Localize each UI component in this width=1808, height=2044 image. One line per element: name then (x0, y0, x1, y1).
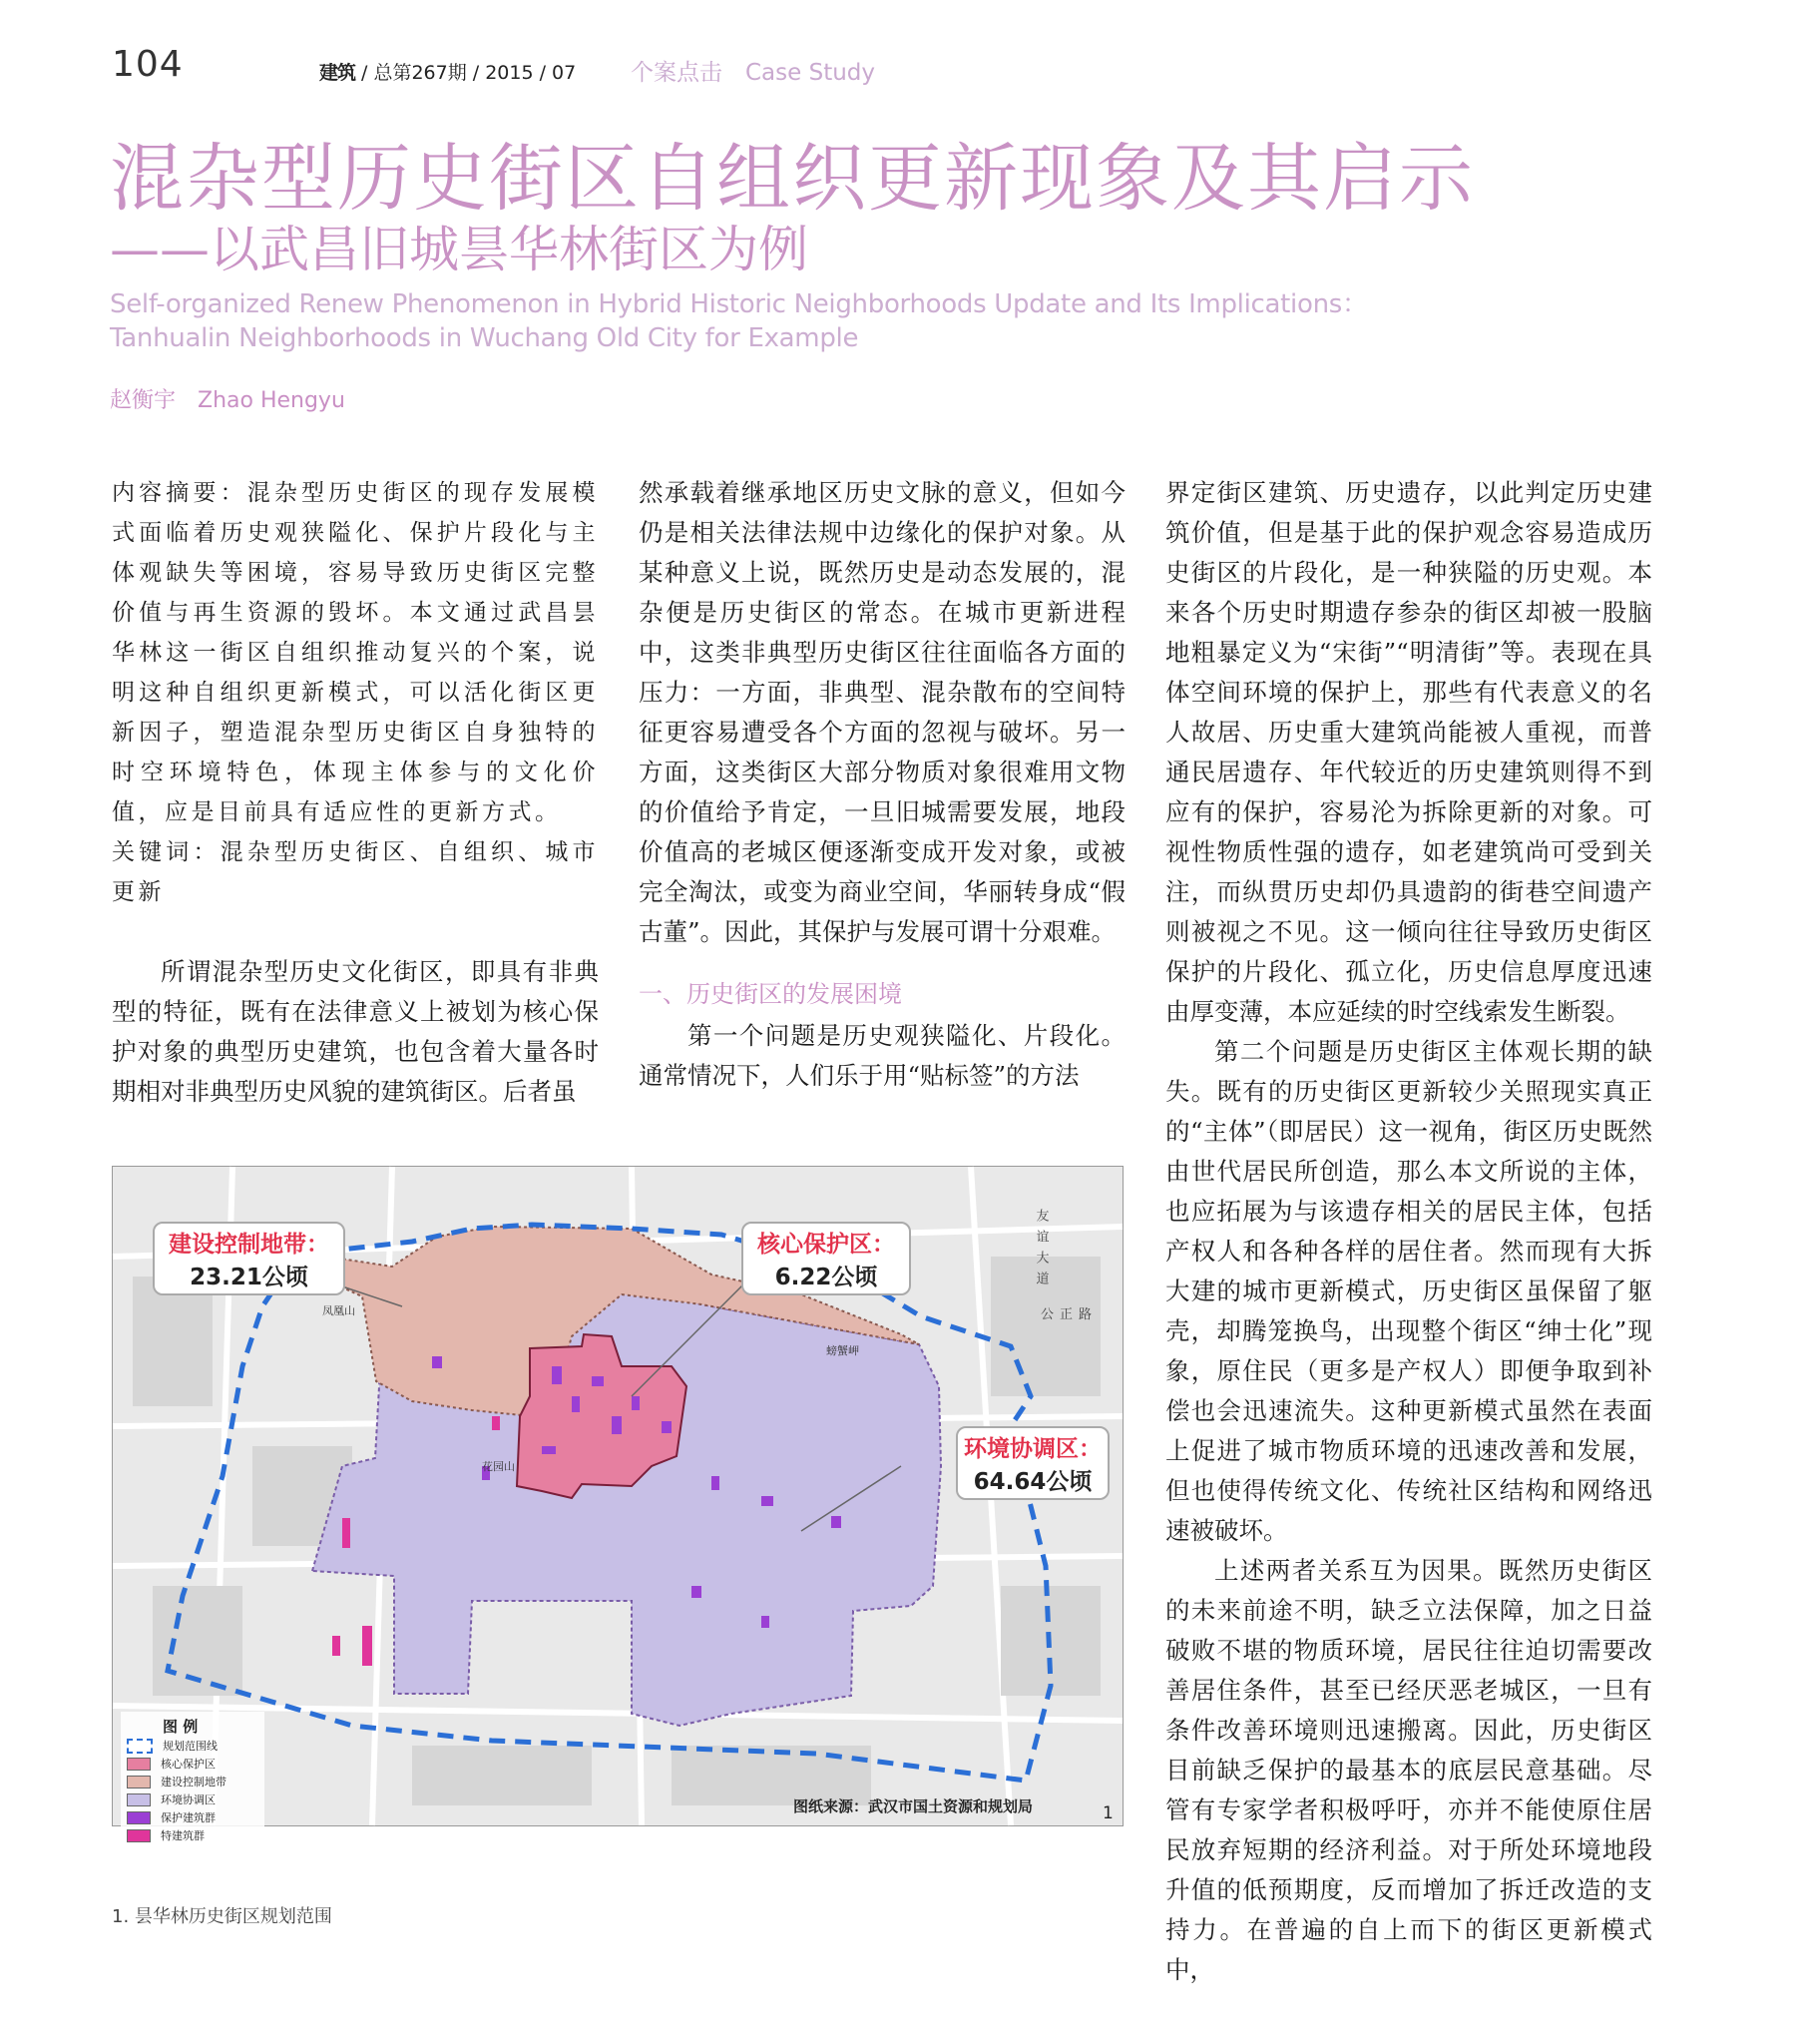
paragraph: 上述两者关系互为因果。既然历史街区的未来前途不明，缺乏立法保障，加之日益破败不堪的物质环境，居民往往迫切需要改善居住条件，甚至已经厌恶老城区，一旦有条件改善环境则迅速搬离。因此，历史街区目前缺乏保护的最基本的底层民意基础。尽管有专家学者积极呼吁，亦并不能使原住居民放弃短期的经济利益。对于所处环境地段升值的低预期度，反而增加了拆迁改造的支持力。在普遍的自上而下的街区更新模式中， (1165, 1556, 1652, 1984)
callout-environment-zone (956, 1426, 1110, 1500)
legend-item (127, 1790, 258, 1808)
english-title-line1: Self-organized Renew Phenomenon in Hybrid Historic Neighborhoods Update and Its Implications： (110, 289, 1368, 319)
paragraph: 第一个问题是历史观狭隘化、片段化。通常情况下，人们乐于用“贴标签”的方法 (639, 1021, 1126, 1090)
legend-swatch (127, 1793, 151, 1806)
figure-source: 图纸来源：武汉市国土资源和规划局 (793, 1797, 1034, 1815)
callout-construction-zone (153, 1222, 345, 1295)
column-1 (112, 473, 599, 1112)
callout-title: 核心保护区： (757, 1232, 895, 1258)
issue-info: / 总第267期 / 2015 / 07 (361, 62, 577, 84)
road-label-youyi: 友谊大道 (1033, 1209, 1049, 1292)
place-label: 螃蟹岬 (826, 1344, 859, 1357)
legend-item (127, 1773, 258, 1790)
legend-title: 图 例 (163, 1718, 199, 1736)
legend-label: 规划范围线 (163, 1740, 218, 1753)
legend-item (127, 1737, 258, 1755)
spacer (112, 912, 599, 952)
column-3 (1165, 473, 1652, 1990)
legend-item (127, 1826, 258, 1844)
journal-logo: 建筑 (319, 62, 356, 84)
callout-title: 环境协调区： (964, 1436, 1102, 1462)
map-legend (121, 1712, 264, 1848)
legend-item (127, 1755, 258, 1773)
paragraph: 界定街区建筑、历史遗存，以此判定历史建筑价值，但是基于此的保护观念容易造成历史街区的片段化，是一种狭隘的历史观。本来各个历史时期遗存参杂的街区却被一股脑地粗暴定义为“宋街”“明清街”等。表现在具体空间环境的保护上，那些有代表意义的名人故居、历史重大建筑尚能被人重视，而普通民居遗存、年代较近的历史建筑则得不到应有的保护，容易沦为拆除更新的对象。可视性物质性强的遗存，如老建筑尚可受到关注，而纵贯历史却仍具遗韵的街巷空间遗产则被视之不见。这一倾向往往导致历史街区保护的片段化、孤立化，历史信息厚度迅速由厚变薄，本应延续的时空线索发生断裂。 (1165, 478, 1652, 1026)
legend-label: 保护建筑群 (161, 1811, 216, 1824)
section-label: 个案点击 Case Study (631, 60, 876, 86)
legend-swatch (127, 1829, 151, 1842)
paragraph: 第二个问题是历史街区主体观长期的缺失。既有的历史街区更新较少关照现实真正的“主体”（即居民）这一视角，街区历史既然由世代居民所创造，那么本文所说的主体，也应拓展为与该遗存相关的居民主体，包括产权人和各种各样的居住者。然而现有大拆大建的城市更新模式，历史街区虽保留了躯壳，却腾笼换鸟，出现整个街区“绅士化”现象，原住民（更多是产权人）即便争取到补偿也会迅速流失。这种更新模式虽然在表面上促进了城市物质环境的迅速改善和发展，但也使得传统文化、传统社区结构和网络迅速被破坏。 (1165, 1037, 1652, 1545)
callout-title: 建设控制地带： (169, 1232, 329, 1258)
figure-caption: 1. 昙华林历史街区规划范围 (112, 1906, 332, 1927)
callout-value: 23.21公顷 (190, 1265, 308, 1290)
legend-label: 环境协调区 (161, 1793, 216, 1806)
legend-swatch (127, 1776, 151, 1788)
article-title: 混杂型历史街区自组织更新现象及其启示 (110, 136, 1475, 222)
callout-core-zone (741, 1222, 911, 1295)
abstract: 内容摘要：混杂型历史街区的现存发展模式面临着历史观狭隘化、保护片段化与主体观缺失等困境，容易导致历史街区完整价值与再生资源的毁坏。本文通过武昌昙华林这一街区自组织推动复兴的个案，说明这种自组织更新模式，可以活化街区更新因子，塑造混杂型历史街区自身独特的时空环境特色，体现主体参与的文化价值，应是目前具有适应性的更新方式。 (112, 480, 599, 825)
author: 赵衡宇 Zhao Hengyu (110, 388, 345, 413)
journal-header (319, 58, 576, 85)
paragraph: 所谓混杂型历史文化街区，即具有非典型的特征，既有在法律意义上被划为核心保护对象的典型历史建筑，也包含着大量各时期相对非典型历史风貌的建筑街区。后者虽 (112, 957, 599, 1106)
road-label-gongzheng: 公正路 (1041, 1307, 1099, 1322)
callout-value: 6.22公顷 (774, 1265, 878, 1290)
legend-swatch (127, 1739, 153, 1754)
callout-value: 64.64公顷 (973, 1469, 1093, 1495)
legend-swatch (127, 1758, 151, 1771)
legend-label: 建设控制地带 (161, 1776, 226, 1788)
planning-map-figure (112, 1166, 1124, 1842)
article-subtitle: ——以武昌旧城昙华林街区为例 (110, 221, 808, 278)
paragraph: 然承载着继承地区历史文脉的意义，但如今仍是相关法律法规中边缘化的保护对象。从某种意义上说，既然历史是动态发展的，混杂便是历史街区的常态。在城市更新进程中，这类非典型历史街区往往面临各方面的压力：一方面，非典型、混杂散布的空间特征更容易遭受各个方面的忽视与破坏。另一方面，这类街区大部分物质对象很难用文物的价值给予肯定，一旦旧城需要发展，地段价值高的老城区便逐渐变成开发对象，或被完全淘汰，或变为商业空间，华丽转身成“假古董”。因此，其保护与发展可谓十分艰难。 (639, 478, 1126, 946)
place-fenghuangshan: 凤凰山 (322, 1304, 355, 1317)
column-2 (639, 473, 1126, 1096)
legend-swatch (127, 1811, 151, 1824)
legend-label: 核心保护区 (161, 1758, 216, 1771)
place-huayuanshan: 花园山 (482, 1460, 515, 1473)
keywords: 关键词：混杂型历史街区、自组织、城市更新 (112, 839, 599, 905)
figure-number: 1 (1103, 1803, 1114, 1823)
page-number: 104 (112, 44, 184, 85)
legend-label: 特建筑群 (161, 1829, 205, 1842)
legend-item (127, 1808, 258, 1826)
section-heading: 一、历史街区的发展困境 (639, 980, 902, 1008)
english-title-line2: Tanhualin Neighborhoods in Wuchang Old City for Example (110, 323, 859, 353)
